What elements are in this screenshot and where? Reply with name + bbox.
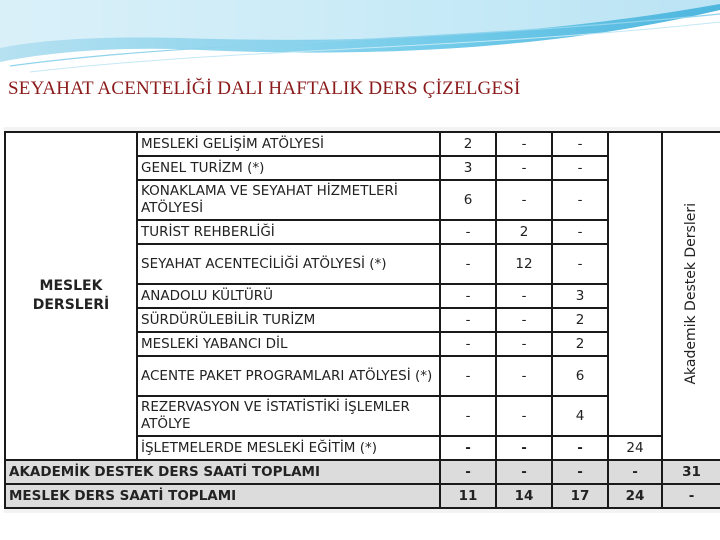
course-hours-c1: 6: [440, 180, 496, 220]
total-c5: 31: [662, 460, 720, 484]
course-hours-c3: 4: [552, 396, 608, 436]
total-c1: -: [440, 460, 496, 484]
course-hours-c1: -: [440, 220, 496, 244]
course-hours-c3: -: [552, 132, 608, 156]
blank-cell: [608, 132, 662, 436]
total-label: AKADEMİK DESTEK DERS SAATİ TOPLAMI: [5, 460, 440, 484]
course-hours-c3: -: [552, 220, 608, 244]
course-hours-c3: 3: [552, 284, 608, 308]
course-name: ACENTE PAKET PROGRAMLARI ATÖLYESİ (*): [137, 356, 440, 396]
course-hours-c3: 2: [552, 308, 608, 332]
course-name: İŞLETMELERDE MESLEKİ EĞİTİM (*): [137, 436, 440, 460]
course-name: ANADOLU KÜLTÜRÜ: [137, 284, 440, 308]
course-name: MESLEKİ GELİŞİM ATÖLYESİ: [137, 132, 440, 156]
schedule-table-image: [4, 127, 720, 513]
course-hours-c3: -: [552, 436, 608, 460]
course-hours-c2: 12: [496, 244, 552, 284]
course-hours-c2: -: [496, 180, 552, 220]
course-hours-c2: -: [496, 332, 552, 356]
course-hours-c1: -: [440, 244, 496, 284]
total-c4: 24: [608, 484, 662, 508]
course-hours-c2: -: [496, 284, 552, 308]
total-c3: -: [552, 460, 608, 484]
vertical-label: Akademik Destek Dersleri: [683, 202, 699, 385]
total-c1: 11: [440, 484, 496, 508]
course-hours-c2: -: [496, 436, 552, 460]
course-hours-c1: -: [440, 308, 496, 332]
course-hours-c1: -: [440, 356, 496, 396]
total-c5: -: [662, 484, 720, 508]
course-hours-c2: -: [496, 356, 552, 396]
total-row: [5, 484, 720, 508]
course-name: SEYAHAT ACENTECİLİĞİ ATÖLYESİ (*): [137, 244, 440, 284]
group-label-cell: [5, 132, 137, 460]
course-hours-c3: -: [552, 180, 608, 220]
course-hours-c2: -: [496, 156, 552, 180]
course-name: MESLEKİ YABANCI DİL: [137, 332, 440, 356]
page-title: SEYAHAT ACENTELİĞİ DALI HAFTALIK DERS ÇİZELGESİ: [8, 78, 521, 99]
course-name: REZERVASYON VE İSTATİSTİKİ İŞLEMLER ATÖLYE: [137, 396, 440, 436]
course-hours-c4: 24: [608, 436, 662, 460]
total-c4: -: [608, 460, 662, 484]
course-name: KONAKLAMA VE SEYAHAT HİZMETLERİ ATÖLYESİ: [137, 180, 440, 220]
course-hours-c1: 3: [440, 156, 496, 180]
total-row: [5, 460, 720, 484]
course-name: GENEL TURİZM (*): [137, 156, 440, 180]
course-hours-c1: -: [440, 396, 496, 436]
course-hours-c3: -: [552, 244, 608, 284]
course-hours-c2: -: [496, 396, 552, 436]
course-name: TURİST REHBERLİĞİ: [137, 220, 440, 244]
course-hours-c1: -: [440, 332, 496, 356]
course-hours-c1: 2: [440, 132, 496, 156]
course-hours-c2: -: [496, 308, 552, 332]
table-row: [5, 132, 720, 156]
schedule-table: [4, 131, 720, 509]
total-label: MESLEK DERS SAATİ TOPLAMI: [5, 484, 440, 508]
course-hours-c3: 6: [552, 356, 608, 396]
total-c2: 14: [496, 484, 552, 508]
course-hours-c3: 2: [552, 332, 608, 356]
decorative-swoosh: [0, 0, 720, 80]
total-c3: 17: [552, 484, 608, 508]
course-name: SÜRDÜRÜLEBİLİR TURİZM: [137, 308, 440, 332]
course-hours-c3: -: [552, 156, 608, 180]
vertical-label-cell: [662, 132, 720, 460]
course-hours-c1: -: [440, 284, 496, 308]
course-hours-c2: -: [496, 132, 552, 156]
course-hours-c1: -: [440, 436, 496, 460]
total-c2: -: [496, 460, 552, 484]
course-hours-c2: 2: [496, 220, 552, 244]
group-label: MESLEK DERSLERİ: [32, 278, 110, 313]
